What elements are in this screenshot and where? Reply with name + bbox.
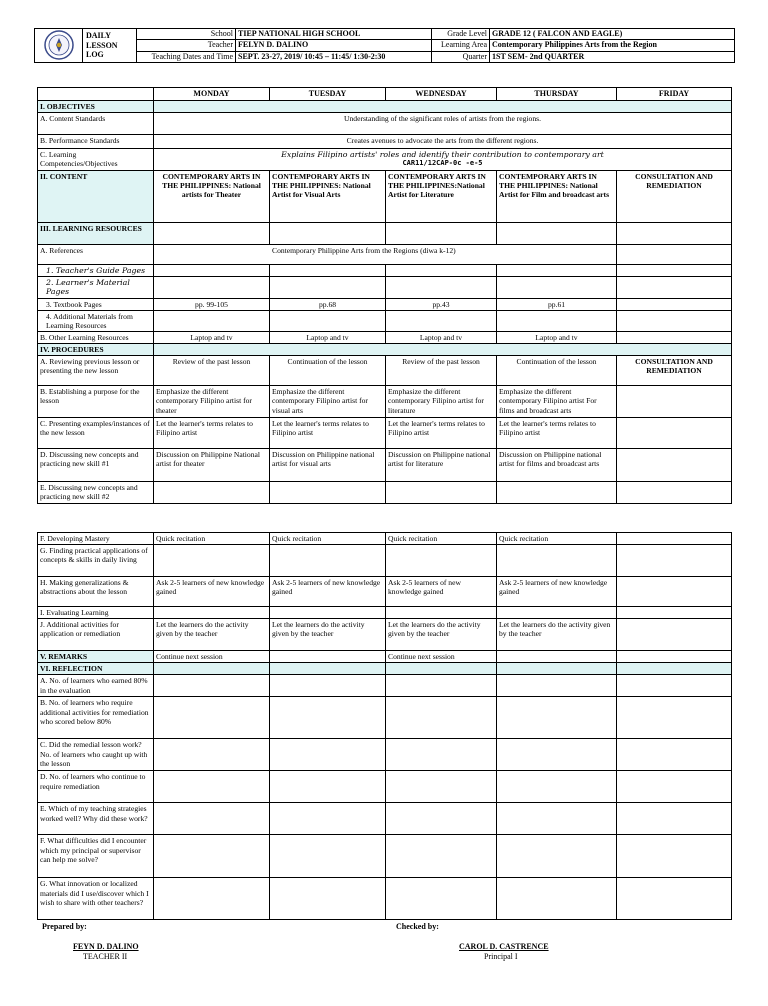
other-tuesday: Laptop and tv [270, 332, 386, 344]
day-wednesday: WEDNESDAY [386, 88, 497, 101]
lesson-table-part1 [37, 87, 732, 504]
proc-d-tuesday: Discussion on Philippine national artist for visual arts [270, 449, 386, 482]
resources-heading: III. LEARNING RESOURCES [38, 222, 154, 244]
references-text: Contemporary Philippine Arts from the Regions (diwa k-12) [154, 244, 617, 264]
proc-j-monday: Let the learners do the activity given by the teacher [154, 619, 270, 651]
grade-label: Grade Level [432, 29, 490, 40]
proc-h-wednesday: Ask 2-5 learners of new knowledge gained [386, 577, 497, 607]
competency-text: Explains Filipino artists' roles and identify their contribution to contemporary art [281, 149, 604, 159]
proc-c-thursday: Let the learner's terms relates to Filipino artist [497, 418, 617, 449]
content-heading: II. CONTENT [38, 170, 154, 222]
deped-seal [35, 29, 83, 63]
proc-c-label: C. Presenting examples/instances of the new lesson [38, 418, 154, 449]
proc-a-thursday: Continuation of the lesson [497, 356, 617, 386]
teacher-value: FELYN D. DALINO [236, 40, 432, 51]
proc-f-label: F. Developing Mastery [38, 533, 154, 545]
textbook-tuesday: pp.68 [270, 298, 386, 310]
seal-icon [44, 30, 74, 60]
prepared-title: TEACHER II [83, 952, 128, 961]
competencies-cell [154, 148, 732, 170]
proc-h-monday: Ask 2-5 learners of new knowledge gained [154, 577, 270, 607]
proc-f-monday: Quick recitation [154, 533, 270, 545]
quarter-label: Quarter [432, 51, 490, 62]
school-label: School [137, 29, 236, 40]
proc-d-thursday: Discussion on Philippine national artist for films and broadcast arts [497, 449, 617, 482]
competency-code: CAR11/12CAP-0c -e-5 [402, 159, 483, 168]
remarks-tuesday [270, 651, 386, 663]
day-monday: MONDAY [154, 88, 270, 101]
content-wednesday: CONTEMPORARY ARTS IN THE PHILIPPINES:National Artist for Literature [386, 170, 497, 222]
day-thursday: THURSDAY [497, 88, 617, 101]
proc-j-wednesday: Let the learners do the activity given by the teacher [386, 619, 497, 651]
teacher-guide-label: 1. Teacher's Guide Pages [38, 264, 154, 276]
proc-a-monday: Review of the past lesson [154, 356, 270, 386]
proc-b-monday: Emphasize the different contemporary Filipino artist for theater [154, 386, 270, 418]
content-tuesday: CONTEMPORARY ARTS IN THE PHILIPPINES: National Artist for Visual Arts [270, 170, 386, 222]
proc-e-label: E. Discussing new concepts and practicing new skill #2 [38, 482, 154, 504]
area-value: Contemporary Philippines Arts from the Region [490, 40, 735, 51]
remarks-monday: Continue next session [154, 651, 270, 663]
reflection-heading: VI. REFLECTION [38, 663, 154, 675]
grade-value: GRADE 12 ( FALCON AND EAGLE) [490, 29, 735, 40]
additional-materials-label: 4. Additional Materials from Learning Resources [38, 310, 154, 331]
header-table [34, 28, 735, 63]
proc-d-monday: Discussion on Philippine National artist for theater [154, 449, 270, 482]
other-wednesday: Laptop and tv [386, 332, 497, 344]
proc-a-label: A. Reviewing previous lesson or presenting the new lesson [38, 356, 154, 386]
reflection-item: D. No. of learners who continue to require remediation [38, 771, 154, 803]
reflection-item: F. What difficulties did I encounter which my principal or supervisor can help me solve? [38, 835, 154, 878]
proc-b-label: B. Establishing a purpose for the lesson [38, 386, 154, 418]
proc-c-wednesday: Let the learner's terms relates to Filipino artist [386, 418, 497, 449]
remarks-heading: V. REMARKS [38, 651, 154, 663]
reflection-item: A. No. of learners who earned 80% in the evaluation [38, 675, 154, 697]
performance-standards-label: B. Performance Standards [38, 134, 154, 148]
proc-b-wednesday: Emphasize the different contemporary Filipino artist for literature [386, 386, 497, 418]
proc-a-friday: CONSULTATION AND REMEDIATION [617, 356, 732, 386]
proc-h-thursday: Ask 2-5 learners of new knowledge gained [497, 577, 617, 607]
log-title-line: LOG [86, 50, 104, 60]
proc-j-label: J. Additional activities for application or remediation [38, 619, 154, 651]
proc-i-label: I. Evaluating Learning [38, 607, 154, 619]
other-thursday: Laptop and tv [497, 332, 617, 344]
log-title [83, 29, 137, 63]
learner-material-label: 2. Learner's Material Pages [38, 277, 154, 299]
area-label: Learning Area [432, 40, 490, 51]
proc-f-wednesday: Quick recitation [386, 533, 497, 545]
proc-a-wednesday: Review of the past lesson [386, 356, 497, 386]
proc-h-tuesday: Ask 2-5 learners of new knowledge gained [270, 577, 386, 607]
log-title-line: DAILY [86, 31, 112, 40]
reflection-item: B. No. of learners who require additional activities for remediation who scored below 80% [38, 697, 154, 739]
procedures-heading: IV. PROCEDURES [38, 344, 154, 356]
checked-by-label: Checked by: [396, 922, 439, 931]
proc-f-tuesday: Quick recitation [270, 533, 386, 545]
day-friday: FRIDAY [617, 88, 732, 101]
textbook-thursday: pp.61 [497, 298, 617, 310]
other-monday: Laptop and tv [154, 332, 270, 344]
teacher-label: Teacher [137, 40, 236, 51]
proc-a-tuesday: Continuation of the lesson [270, 356, 386, 386]
proc-d-label: D. Discussing new concepts and practicing new skill #1 [38, 449, 154, 482]
reflection-item: G. What innovation or localized materials did I use/discover which I wish to share with other teachers? [38, 878, 154, 920]
content-standards-text: Understanding of the significant roles of artists from the regions. [154, 112, 732, 134]
proc-f-thursday: Quick recitation [497, 533, 617, 545]
proc-j-thursday: Let the learners do the activity given by the teacher [497, 619, 617, 651]
remarks-wednesday: Continue next session [386, 651, 497, 663]
references-label: A. References [38, 244, 154, 264]
reflection-item: E. Which of my teaching strategies worked well? Why did these work? [38, 803, 154, 835]
proc-j-tuesday: Let the learners do the activity given by the teacher [270, 619, 386, 651]
objectives-heading: I. OBJECTIVES [38, 100, 154, 112]
log-title-line: LESSON [86, 40, 118, 50]
content-standards-label: A. Content Standards [38, 112, 154, 134]
dates-value: SEPT. 23-27, 2019/ 10:45 – 11:45/ 1:30-2:30 [236, 51, 432, 62]
competencies-label: C. Learning Competencies/Objectives [38, 148, 154, 170]
checked-name: CAROL D. CASTRENCE [459, 942, 549, 951]
proc-d-wednesday: Discussion on Philippine national artist for literature [386, 449, 497, 482]
prepared-by-label: Prepared by: [42, 922, 87, 931]
proc-b-tuesday: Emphasize the different contemporary Filipino artist for visual arts [270, 386, 386, 418]
proc-h-label: H. Making generalizations & abstractions about the lesson [38, 577, 154, 607]
dates-label: Teaching Dates and Time [137, 51, 236, 62]
day-tuesday: TUESDAY [270, 88, 386, 101]
content-friday: CONSULTATION AND REMEDIATION [617, 170, 732, 222]
day-header-row [38, 88, 732, 101]
proc-g-label: G. Finding practical applications of concepts & skills in daily living [38, 545, 154, 577]
textbook-monday: pp. 99-105 [154, 298, 270, 310]
checked-title: Principal I [484, 952, 518, 961]
performance-standards-text: Creates avenues to advocate the arts from the different regions. [154, 134, 732, 148]
proc-b-thursday: Emphasize the different contemporary Filipino artist For films and broadcast arts [497, 386, 617, 418]
textbook-wednesday: pp.43 [386, 298, 497, 310]
quarter-value: 1ST SEM- 2nd QUARTER [490, 51, 735, 62]
content-monday: CONTEMPORARY ARTS IN THE PHILIPPINES: National artists for Theater [154, 170, 270, 222]
prepared-name: FEYN D. DALINO [73, 942, 139, 951]
proc-c-monday: Let the learner's terms relates to Filipino artist [154, 418, 270, 449]
content-thursday: CONTEMPORARY ARTS IN THE PHILIPPINES: National Artist for Film and broadcast arts [497, 170, 617, 222]
school-value: TIEP NATIONAL HIGH SCHOOL [236, 29, 432, 40]
reflection-item: C. Did the remedial lesson work? No. of learners who caught up with the lesson [38, 739, 154, 771]
lesson-table-part2 [37, 532, 732, 920]
other-resources-label: B. Other Learning Resources [38, 332, 154, 344]
proc-c-tuesday: Let the learner's terms relates to Filipino artist [270, 418, 386, 449]
textbook-label: 3. Textbook Pages [38, 298, 154, 310]
